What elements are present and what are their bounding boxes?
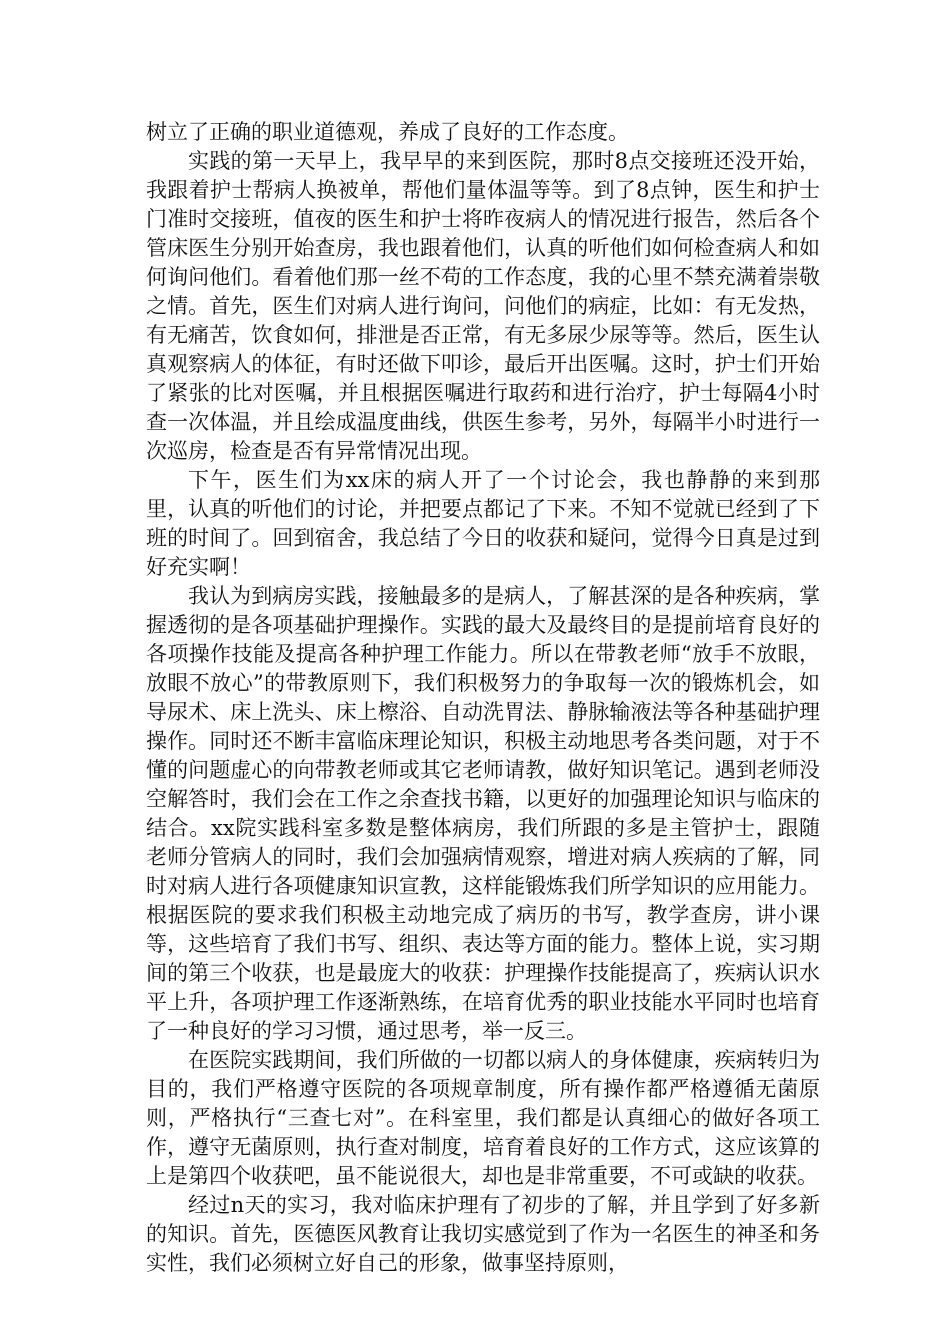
document-body (146, 118, 820, 1278)
paragraph-3: 下午，医生们为xx床的病人开了一个讨论会，我也静静的来到那里，认真的听他们的讨论，并把要点都记了下来。不知不觉就已经到了下班的时间了。回到宿舍，我总结了今日的收获和疑问，觉得今日真是过到好充实啊！ (146, 468, 820, 579)
paragraph-5: 在医院实践期间，我们所做的一切都以病人的身体健康，疾病转归为目的，我们严格遵守医院的各项规章制度，所有操作都严格遵循无菌原则，严格执行“三查七对”。在科室里，我们都是认真细心的做好各项工作，遵守无菌原则，执行查对制度，培育着良好的工作方式，这应该算的上是第四个收获吧，虽不能说很大，却也是非常重要，不可或缺的收获。 (146, 1048, 820, 1188)
paragraph-2: 实践的第一天早上，我早早的来到医院，那时8点交接班还没开始，我跟着护士帮病人换被单，帮他们量体温等等。到了8点钟，医生和护士门准时交接班，值夜的医生和护士将昨夜病人的情况进行报告，然后各个管床医生分别开始查房，我也跟着他们，认真的听他们如何检查病人和如何询问他们。看着他们那一丝不苟的工作态度，我的心里不禁充满着崇敬之情。首先，医生们对病人进行询问，问他们的病症，比如：有无发热，有无痛苦，饮食如何，排泄是否正常，有无多尿少尿等等。然后，医生认真观察病人的体征，有时还做下叩诊，最后开出医嘱。这时，护士们开始了紧张的比对医嘱，并且根据医嘱进行取药和进行治疗，护士每隔4小时查一次体温，并且绘成温度曲线，供医生参考，另外，每隔半小时进行一次巡房，检查是否有异常情况出现。 (146, 149, 820, 463)
paragraph-1: 树立了正确的职业道德观，养成了良好的工作态度。 (146, 120, 629, 144)
paragraph-4: 我认为到病房实践，接触最多的是病人，了解甚深的是各种疾病，掌握透彻的是各项基础护理操作。实践的最大及最终目的是提前培育良好的各项操作技能及提高各种护理工作能力。所以在带教老师“放手不放眼，放眼不放心”的带教原则下，我们积极努力的争取每一次的锻炼机会，如导尿术、床上洗头、床上檫浴、自动洗胃法、静脉输液法等各种基础护理操作。同时还不断丰富临床理论知识，积极主动地思考各类问题，对于不懂的问题虚心的向带教老师或其它老师请教，做好知识笔记。遇到老师没空解答时，我们会在工作之余查找书籍，以更好的加强理论知识与临床的结合。xx院实践科室多数是整体病房，我们所跟的多是主管护士，跟随老师分管病人的同时，我们会加强病情观察，增进对病人疾病的了解，同时对病人进行各项健康知识宣教，这样能锻炼我们所学知识的应用能力。根据医院的要求我们积极主动地完成了病历的书写，教学查房，讲小课等，这些培育了我们书写、组织、表达等方面的能力。整体上说，实习期间的第三个收获，也是最庞大的收获：护理操作技能提高了，疾病认识水平上升，各项护理工作逐渐熟练，在培育优秀的职业技能水平同时也培育了一种良好的学习习惯，通过思考，举一反三。 (146, 584, 820, 1043)
paragraph-6: 经过n天的实习，我对临床护理有了初步的了解，并且学到了好多新的知识。首先，医德医风教育让我切实感觉到了作为一名医生的神圣和务实性，我们必须树立好自己的形象，做事坚持原则， (146, 1193, 820, 1275)
